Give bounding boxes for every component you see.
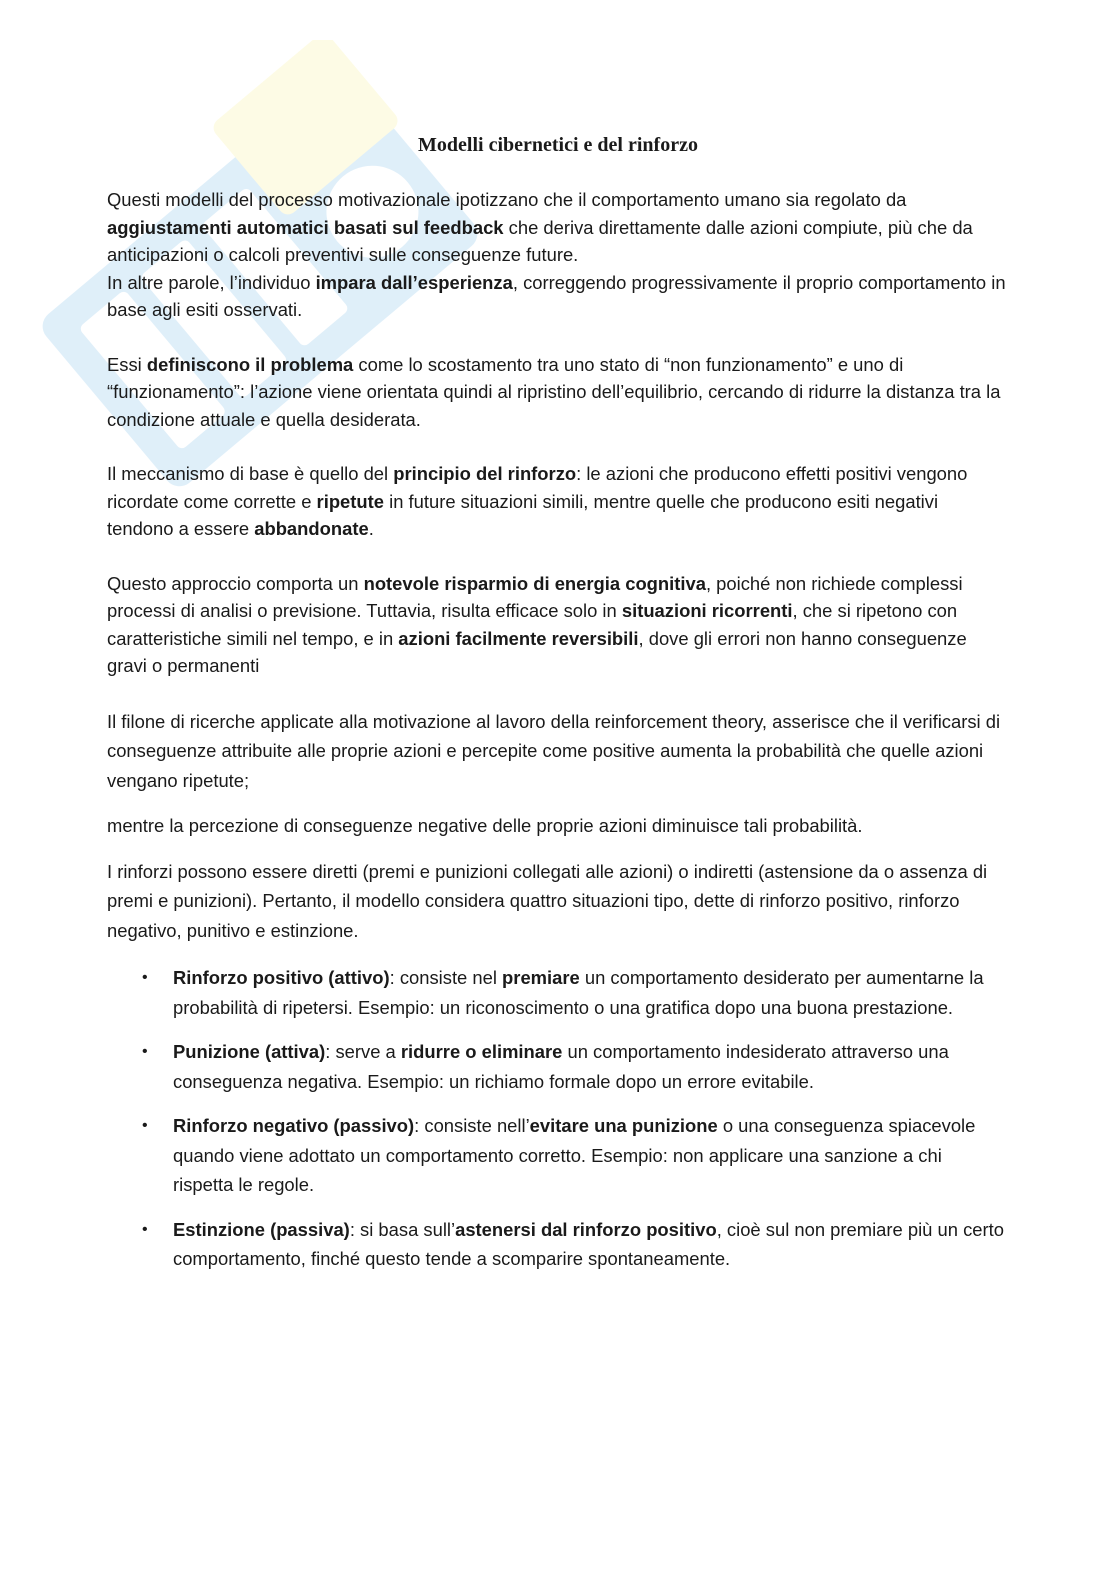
list-item: • Punizione (attiva): serve a ridurre o eliminare un comportamento indesiderato attraverso una conseguenza negativa. Esempio: un richiamo formale dopo un errore evitabile.: [107, 1037, 1007, 1096]
list-item: • Rinforzo negativo (passivo): consiste nell’evitare una punizione o una conseguenza spiacevole quando viene adottato un comportamento corretto. Esempio: non applicare una sanzione a chi rispetta le regole.: [107, 1111, 1007, 1200]
bullet-list: [107, 963, 1007, 1274]
paragraph: I rinforzi possono essere diretti (premi e punizioni collegati alle azioni) o indiretti (astensione da o assenza di premi e punizioni). Pertanto, il modello considera quattro situazioni tipo, dette di rinforzo positivo, rinforzo negativo, punitivo e estinzione.: [107, 860, 988, 941]
paragraph: In altre parole, l’individuo impara dall’esperienza, correggendo progressivamente il proprio comportamento in base agli esiti osservati.: [107, 271, 1006, 320]
bullet-icon: •: [142, 1043, 148, 1060]
document-body: [107, 186, 1007, 1289]
bullet-icon: •: [142, 1117, 148, 1134]
paragraph: Essi definiscono il problema come lo scostamento tra uno stato di “non funzionamento” e uno di “funzionamento”: l’azione viene orientata quindi al ripristino dell’equilibrio, cercando di ridurre la distanza tra la condizione attuale e quella desiderata.: [107, 353, 1001, 430]
bullet-icon: •: [142, 1220, 148, 1238]
list-item: • Rinforzo positivo (attivo): consiste nel premiare un comportamento desiderato per aumentarne la probabilità di ripetersi. Esempio: un riconoscimento o una gratifica dopo una buona prestazione.: [107, 963, 1007, 1022]
paragraph: Questi modelli del processo motivazionale ipotizzano che il comportamento umano sia regolato da aggiustamenti automatici basati sul feedback che deriva direttamente dalle azioni compiute, più che da anticipazioni o calcoli preventivi sulle conseguenze future.: [107, 189, 973, 265]
document-title: Modelli cibernetici e del rinforzo: [418, 134, 698, 156]
paragraph: mentre la percezione di conseguenze negative delle proprie azioni diminuisce tali probabilità.: [107, 815, 863, 836]
paragraph: Questo approccio comporta un notevole risparmio di energia cognitiva, poiché non richiede complessi processi di analisi o previsione. Tuttavia, risulta efficace solo in situazioni ricorrenti, che si ripetono con caratteristiche simili nel tempo, e in azioni facilmente reversibili, dove gli errori non hanno conseguenze gravi o permanenti: [107, 572, 967, 676]
list-item: • Estinzione (passiva): si basa sull’astenersi dal rinforzo positivo, cioè sul non premiare più un certo comportamento, finché questo tende a scomparire spontaneamente.: [107, 1215, 1007, 1274]
paragraph: Il meccanismo di base è quello del principio del rinforzo: le azioni che producono effetti positivi vengono ricordate come corrette e ripetute in future situazioni simili, mentre quelle che producono esiti negativi tendono a essere abbandonate.: [107, 463, 968, 539]
paragraph: Il filone di ricerche applicate alla motivazione al lavoro della reinforcement theory, asserisce che il verificarsi di conseguenze attribuite alle proprie azioni e percepite come positive aumenta la probabilità che quelle azioni vengano ripetute;: [107, 710, 1001, 791]
bullet-icon: •: [142, 969, 148, 986]
